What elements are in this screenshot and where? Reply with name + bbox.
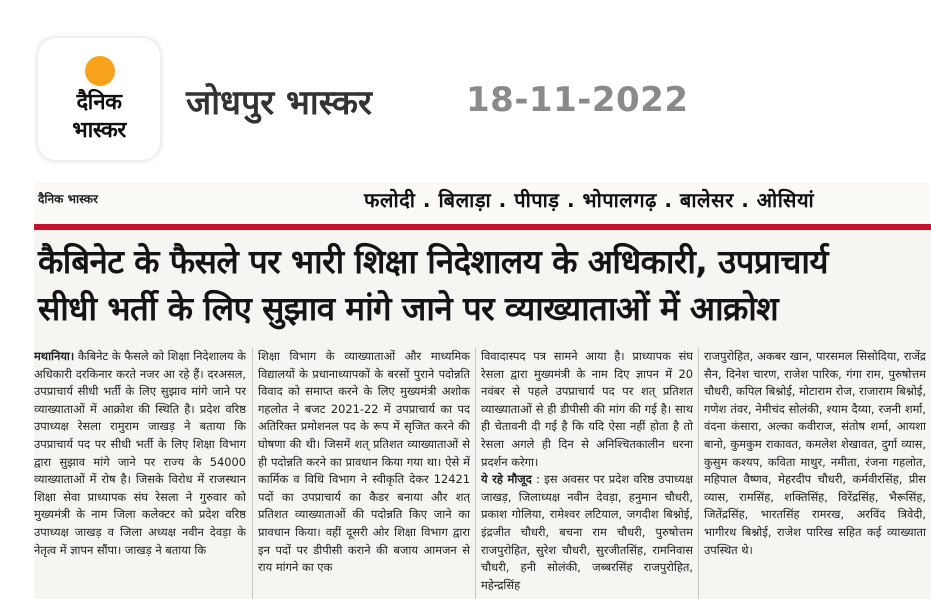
column-divider: [475, 348, 476, 599]
article-column-1: [34, 348, 246, 599]
column-2-text: शिक्षा विभाग के व्याख्याताओं और माध्यमिक विद्यालयों के प्रधानाध्यापकों के बरसों पुराने पदोन्नति विवाद को समाप्त करने के लिए मुख्यमंत्री अशोक गहलोत ने बजट 2021-22 में उपप्राचार्य का पद अतिरिक्त प्रमोशनल पद के रूप में सृजित करने की घोषणा की थी। जिसमें शत् प्रतिशत व्याख्याताओं से ही पदोन्नति करने का प्रावधान किया गया था। ऐसे में कार्मिक व विधि विभाग ने स्वीकृति देकर 12421 पदों का उपप्राचार्य का कैडर बनाया और शत् प्रतिशत व्याख्याताओं की पदोन्नति किए जाने का प्रावधान किया। वहीं दूसरी ओर शिक्षा विभाग द्वारा इन पदों पर डीपीसी कराने की बजाय आमजन से राय मांगने का एक: [258, 349, 470, 575]
article-body: [34, 348, 931, 599]
newspaper-clipping[interactable]: [34, 182, 931, 599]
article-column-4: [704, 348, 926, 599]
article-column-2: [258, 348, 470, 599]
column-divider: [252, 348, 253, 599]
column-3-text-2: : इस अवसर पर प्रदेश वरिष्ठ उपाध्यक्ष जाखड़, जिलाध्यक्ष नवीन देवड़ा, हनुमान चौधरी, प्रकाश गोलिया, रामेश्वर लटियाल, जगदीश बिश्नोई, इंद्रजीत चौधरी, बचना राम चौधरी, पुरुषोत्तम राजपुरोहित, सुरेश चौधरी, सुरजीतसिंह, रामनिवास चौधरी, हनी सोलंकी, जब्बरसिंह राजपुरोहित, महेन्द्रसिंह: [481, 472, 693, 592]
logo-line2: भास्कर: [72, 118, 126, 143]
logo-line1: दैनिक: [76, 90, 122, 115]
headline-line2: सीधी भर्ती के लिए सुझाव मांगे जाने पर व्याख्याताओं में आक्रोश: [38, 289, 779, 328]
strip-headline: फलोदी . बिलाड़ा . पीपाड़ . भोपालगढ़ . बालेसर . ओसियां: [364, 188, 815, 212]
edition-title[interactable]: जोधपुर भास्कर: [186, 83, 372, 123]
page-strip: [34, 182, 931, 224]
column-4-text: राजपुरोहित, अकबर खान, पारसमल सिसोदिया, राजेंद्र सैन, दिनेश चारण, राजेश पारिक, गंगा राम, पुरुषोत्तम चौधरी, कपिल बिश्नोई, मोटाराम रोज, राजाराम बिश्नोई, गणेश तंवर, नेमीचंद सोलंकी, श्याम दैय्या, रजनी शर्मा, वंदना कंसारा, अल्का कवीराज, संतोष शर्मा, आयशा बानो, कुमकुम राकावत, कमलेश शेखावत, दुर्गा व्यास, कुसुम कश्यप, कविता माथुर, नमीता, रंजना गहलोत, महिपाल वैष्णव, मेहरदीप चौधरी, कर्मवीरसिंह, प्रीस व्यास, रामसिंह, शक्तिसिंह, विरेंद्रसिंह, भैरूसिंह, जितेंद्रसिंह, भारतसिंह रामरख, अरविंद त्रिवेदी, भागीरथ बिश्नोई, राजेश पारिख सहित कई व्याख्याता उपस्थित थे।: [704, 349, 926, 557]
app-header: [0, 0, 931, 182]
column-divider: [698, 348, 699, 599]
clip-brand: दैनिक भास्कर: [38, 192, 98, 206]
red-rule: [34, 224, 931, 230]
headline-line1: कैबिनेट के फैसले पर भारी शिक्षा निदेशालय के अधिकारी, उपप्राचार्य: [38, 242, 828, 281]
article-headline: [38, 238, 928, 332]
sun-icon: [85, 56, 115, 86]
attendees-subhead: ये रहे मौजूद: [481, 472, 532, 487]
column-1-text: कैबिनेट के फैसले को शिक्षा निदेशालय के अधिकारी दरकिनार करते नजर आ रहे हैं। दरअसल, उपप्राचार्य सीधी भर्ती के लिए सुझाव मांगे जाने पर व्याख्याताओं में आक्रोश की स्थिति है। प्रदेश वरिष्ठ उपाध्यक्ष रेसला रामुराम जाखड़ ने बताया कि उपप्राचार्य पद पर सीधी भर्ती के लिए शिक्षा विभाग द्वारा सुझाव मांगे जाने पर राज्य के 54000 व्याख्याताओं में रोष है। जिसके विरोध में राजस्थान शिक्षा सेवा प्राध्यापक संघ रेसला ने गुरुवार को मुख्यमंत्री के नाम जिला कलेक्टर को प्रदेश वरिष्ठ उपाध्यक्ष जाखड़ व जिला अध्यक्ष नवीन देवड़ा के नेतृत्व में ज्ञापन सौंपा। जाखड़ ने बताया कि: [34, 349, 246, 557]
edition-date[interactable]: 18-11-2022: [466, 80, 689, 120]
article-column-3: [481, 348, 693, 599]
column-3-text: विवादास्पद पत्र सामने आया है। प्राध्यापक संघ रेसला द्वारा मुख्यमंत्री के नाम दिए ज्ञापन में 20 नवंबर से पहले उपप्राचार्य पद पर शत् प्रतिशत व्याख्याताओं से ही डीपीसी की मांग की गई है। साथ ही चेतावनी दी गई है कि यदि ऐसा नहीं होता है तो रेसला अगले ही दिन से अनिश्चितकालीन धरना प्रदर्शन करेगा।: [481, 349, 693, 469]
dainik-bhaskar-logo[interactable]: [38, 38, 160, 160]
dateline: मथानिया।: [34, 349, 75, 363]
